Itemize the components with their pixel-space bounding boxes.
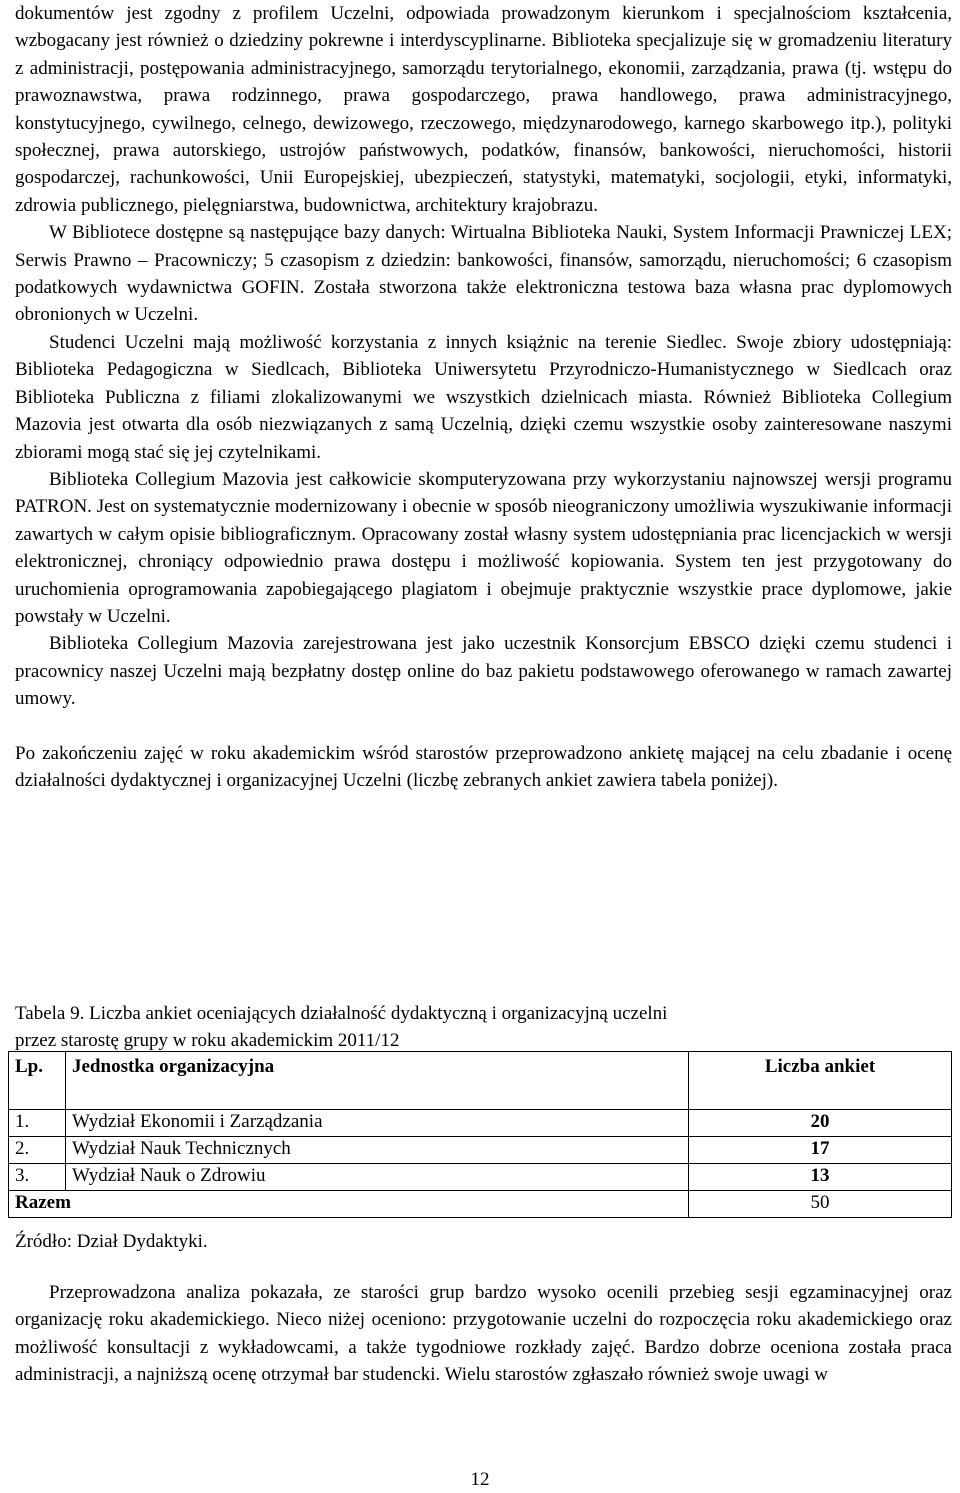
table-caption <box>15 1000 952 1055</box>
paragraph-other-libraries: Studenci Uczelni mają możliwość korzystania z innych książnic na terenie Siedlec. Swoje zbiory udostępniają: Biblioteka Pedagogiczna w Siedlcach, Biblioteka Uniwersytetu Przyrodniczo-Humanistycznego w Siedlcach oraz Biblioteka Publiczna z filiami zlokalizowanymi we wszystkich dzielnicach miasta. Również Biblioteka Collegium Mazovia jest otwarta dla osób niezwiązanych z samą Uczelnią, dzięki czemu wszystkie osoby zainteresowane naszymi zbiorami mogą stać się jej czytelnikami. <box>15 331 952 463</box>
header-unit: Jednostka organizacyjna <box>66 1052 689 1110</box>
paragraph-survey-intro: Po zakończeniu zajęć w roku akademickim wśród starostów przeprowadzono ankietę mającej na celu zbadanie i ocenę działalności dydaktycznej i organizacyjnej Uczelni (liczbę zebranych ankiet zawiera tabela poniżej). <box>15 742 952 791</box>
header-lp: Lp. <box>9 1052 66 1110</box>
row-unit: Wydział Ekonomii i Zarządzania <box>66 1110 689 1137</box>
row-count: 13 <box>689 1164 952 1191</box>
total-count: 50 <box>689 1191 952 1218</box>
table-row <box>9 1137 952 1164</box>
row-lp: 3. <box>9 1164 66 1191</box>
table-source: Źródło: Dział Dydaktyki. <box>15 1231 208 1252</box>
table-caption-line-1: Tabela 9. Liczba ankiet oceniających działalność dydaktyczną i organizacyjną uczelni <box>15 1003 668 1024</box>
table-header-row <box>9 1052 952 1110</box>
table-row <box>9 1110 952 1137</box>
page-number: 12 <box>470 1469 490 1490</box>
table-row <box>9 1164 952 1191</box>
paragraph-patron-system: Biblioteka Collegium Mazovia jest całkowicie skomputeryzowana przy wykorzystaniu najnowszej wersji programu PATRON. Jest on systematycznie modernizowany i obecnie w sposób nieograniczony umożliwia wyszukiwanie informacji zawartych w całym opisie bibliograficznym. Opracowany został własny system udostępniania prac licencjackich w wersji elektronicznej, chroniący odpowiednio prawa dostępu i możliwość kopiowania. System ten jest przygotowany do uruchomienia oprogramowania zapobiegającego plagiatom i obejmuje praktycznie wszystkie prace dyplomowe, jakie powstały w Uczelni. <box>15 468 952 627</box>
paragraph-collection-scope: dokumentów jest zgodny z profilem Uczelni, odpowiada prowadzonym kierunkom i specjalnościom kształcenia, wzbogacany jest również o dziedziny pokrewne i interdyscyplinarne. Biblioteka specjalizuje się w gromadzeniu literatury z administracji, postępowania administracyjnego, samorządu terytorialnego, ekonomii, zarządzania, prawa (tj. wstępu do prawoznawstwa, prawa rodzinnego, prawa gospodarczego, prawa handlowego, prawa administracyjnego, konstytucyjnego, cywilnego, celnego, dewizowego, rzeczowego, międzynarodowego, karnego skarbowego itp.), polityki społecznej, prawa autorskiego, ustrojów państwowych, podatków, finansów, bankowości, nieruchomości, historii gospodarczej, rachunkowości, Unii Europejskiej, ubezpieczeń, statystyki, matematyki, socjologii, etyki, informatyki, zdrowia publicznego, pielęgniarstwa, budownictwa, architektury krajobrazu. <box>15 3 952 216</box>
paragraph-ebsco: Biblioteka Collegium Mazovia zarejestrowana jest jako uczestnik Konsorcjum EBSCO dzięki czemu studenci i pracownicy naszej Uczelni mają bezpłatny dostęp online do baz pakietu podstawowego oferowanego w ramach zawartej umowy. <box>15 633 952 710</box>
table-caption-line-2: przez starostę grupy w roku akademickim 2011/12 <box>15 1030 400 1052</box>
row-count: 17 <box>689 1137 952 1164</box>
body-text <box>15 0 952 794</box>
row-unit: Wydział Nauk Technicznych <box>66 1137 689 1164</box>
row-lp: 2. <box>9 1137 66 1164</box>
row-unit: Wydział Nauk o Zdrowiu <box>66 1164 689 1191</box>
survey-count-table <box>8 1051 952 1218</box>
header-count: Liczba ankiet <box>689 1052 952 1110</box>
row-lp: 1. <box>9 1110 66 1137</box>
total-label: Razem <box>9 1191 689 1218</box>
table-total-row <box>9 1191 952 1218</box>
row-count: 20 <box>689 1110 952 1137</box>
paragraph-analysis: Przeprowadzona analiza pokazała, ze starości grup bardzo wysoko ocenili przebieg sesji egzaminacyjnej oraz organizację roku akademickiego. Nieco niżej oceniono: przygotowanie uczelni do rozpoczęcia roku akademickiego oraz możliwość konsultacji z wykładowcami, a także tygodniowe rozkłady zajęć. Bardzo dobrze oceniona została praca administracji, a najniższą ocenę otrzymał bar studencki. Wielu starostów zgłaszało również swoje uwagi w <box>15 1282 952 1386</box>
paragraph-databases: W Bibliotece dostępne są następujące bazy danych: Wirtualna Biblioteka Nauki, System Informacji Prawniczej LEX; Serwis Prawno – Pracowniczy; 5 czasopism z dziedzin: bankowości, finansów, samorządu, nieruchomości; 6 czasopism podatkowych wydawnictwa GOFIN. Została stworzona także elektroniczna testowa baza własna prac dyplomowych obronionych w Uczelni. <box>15 222 952 326</box>
